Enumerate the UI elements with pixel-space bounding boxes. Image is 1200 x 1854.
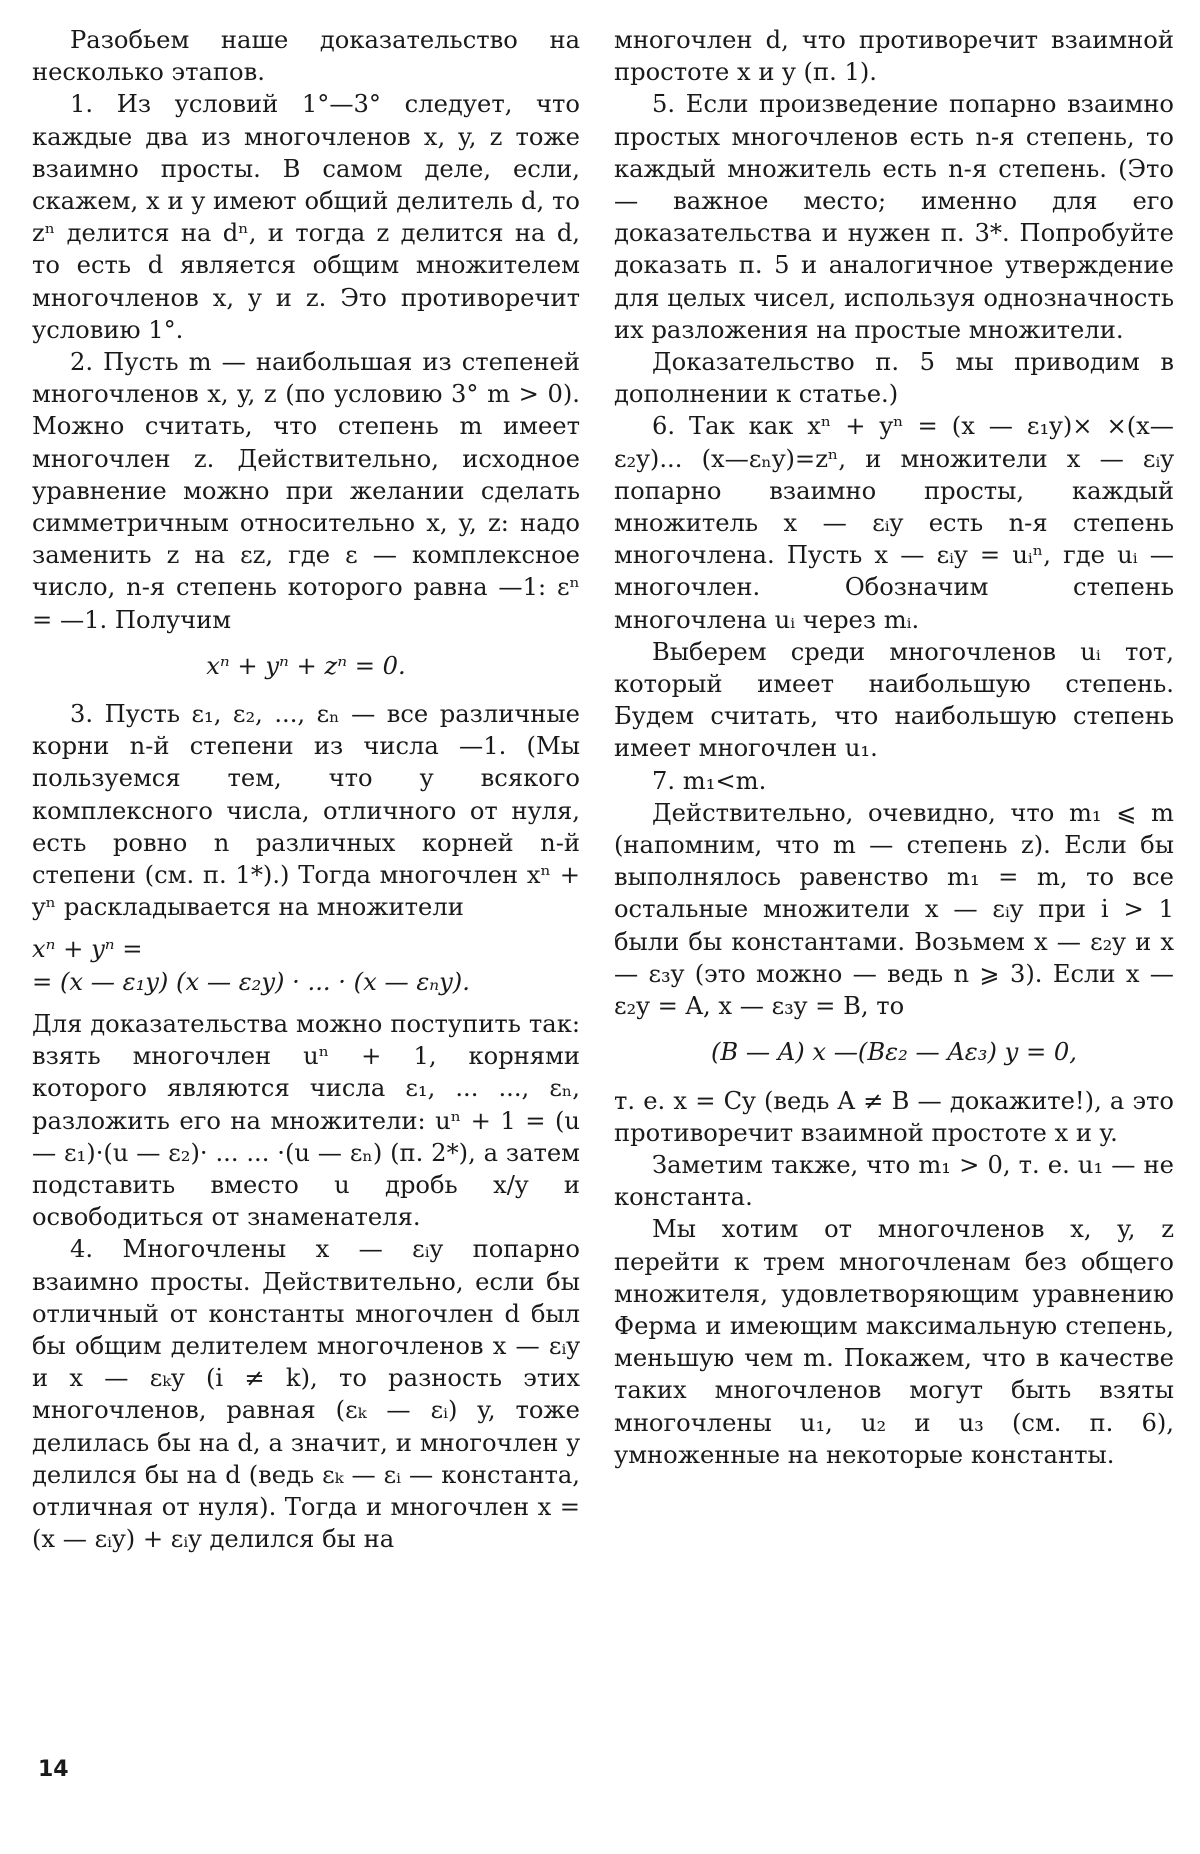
paragraph-appendix-note: Доказательство п. 5 мы приводим в дополнении к статье.) — [614, 348, 1174, 409]
paragraph-step-2: 2. Пусть m — наибольшая из степеней многочленов x, y, z (по условию 3° m > 0). Можно считать, что степень m имеет многочлен z. Действительно, исходное уравнение можно при желании сделать симметричным относительно x, y, z: надо заменить z на εz, где ε — комплексное число, n-я степень которого равна —1: εⁿ = —1. Получим — [32, 348, 580, 634]
formula-linear-relation: (B — A) x —(Bε₂ — Aε₃) y = 0, — [711, 1038, 1077, 1067]
page-number: 14 — [38, 1757, 69, 1782]
formula-factorization-line-1: xⁿ + yⁿ = — [32, 935, 143, 964]
paragraph-continuation: многочлен d, что противоречит взаимной простоте x и y (п. 1). — [614, 26, 1174, 87]
paragraph-choose-max: Выберем среди многочленов uᵢ тот, который имеет наибольшую степень. Будем считать, что наибольшую степень имеет многочлен u₁. — [614, 637, 1174, 763]
paragraph-proof-hint: Для доказательства можно поступить так: взять многочлен uⁿ + 1, корнями которого являются числа ε₁, ... ..., εₙ, разложить его на множители: uⁿ + 1 = (u — ε₁)·(u — ε₂)· ... ... ·(u — εₙ) (п. 2*), а затем подставить вместо u дробь x/y и освободиться от знаменателя. — [32, 1009, 580, 1232]
paragraph-step-4: 4. Многочлены x — εᵢy попарно взаимно просты. Действительно, если бы отличный от константы многочлен d был бы общим делителем многочленов x — εᵢy и x — εₖy (i ≠ k), то разность этих многочленов, равная (εₖ — εᵢ) y, тоже делилась бы на d, а значит, и многочлен y делился бы на d (ведь εₖ — εᵢ — константа, отличная от нуля). Тогда и многочлен x = (x — εᵢy) + εᵢy делился бы на — [32, 1235, 580, 1554]
formula-fermat-symmetric: xⁿ + yⁿ + zⁿ = 0. — [206, 651, 406, 680]
paragraph-step-7-proof: Действительно, очевидно, что m₁ ⩽ m (напомним, что m — степень z). Если бы выполнялось равенство m₁ = m, то все остальные множители x — εᵢy при i > 1 были бы константами. Возьмем x — ε₂y и x — ε₃y (это можно — ведь n ⩾ 3). Если x — ε₂y = A, x — ε₃y = B, то — [614, 798, 1174, 1021]
paragraph-goal: Мы хотим от многочленов x, y, z перейти к трем многочленам без общего множителя, удовлетворяющим уравнению Ферма и имеющим максимальную степень, меньшую чем m. Покажем, что в качестве таких многочленов могут быть взяты многочлены u₁, u₂ и u₃ (см. п. 6), умноженные на некоторые константы. — [614, 1215, 1174, 1469]
paragraph-step-3: 3. Пусть ε₁, ε₂, ..., εₙ — все различные корни n-й степени из числа —1. (Мы пользуемся тем, что у всякого комплексного числа, отличного от нуля, есть ровно n различных корней n-й степени (см. п. 1*).) Тогда многочлен xⁿ + yⁿ раскладывается на множители — [32, 700, 580, 922]
paragraph-remark: Заметим также, что m₁ > 0, т. е. u₁ — не константа. — [614, 1150, 1174, 1212]
right-column — [614, 24, 1174, 1471]
formula-factorization — [32, 933, 580, 997]
formula-factorization-line-2: = (x — ε₁y) (x — ε₂y) · ... · (x — εₙy). — [32, 967, 470, 996]
left-column — [32, 24, 580, 1555]
paragraph-step-7-title: 7. m₁<m. — [652, 766, 767, 795]
paragraph-contradiction: т. е. x = Cy (ведь A ≠ B — докажите!), а это противоречит взаимной простоте x и y. — [614, 1086, 1174, 1147]
paragraph-step-5: 5. Если произведение попарно взаимно простых многочленов есть n-я степень, то каждый множитель есть n-я степень. (Это — важное место; именно для его доказательства и нужен п. 3*. Попробуйте доказать п. 5 и аналогичное утверждение для целых чисел, используя однозначность их разложения на простые множители. — [614, 90, 1174, 344]
paragraph-intro: Разобьем наше доказательство на несколько этапов. — [32, 26, 580, 87]
paragraph-step-6: 6. Так как xⁿ + yⁿ = (x — ε₁y)× ×(x—ε₂y)... (x—εₙy)=zⁿ, и множители x — εᵢy попарно взаимно просты, каждый множитель x — εᵢy есть n-я степень многочлена. Пусть x — εᵢy = uᵢⁿ, где uᵢ — многочлен. Обозначим степень многочлена uᵢ через mᵢ. — [614, 412, 1174, 634]
paragraph-step-1: 1. Из условий 1°—3° следует, что каждые два из многочленов x, y, z тоже взаимно просты. В самом деле, если, скажем, x и y имеют общий делитель d, то zⁿ делится на dⁿ, и тогда z делится на d, то есть d является общим множителем многочленов x, y и z. Это противоречит условию 1°. — [32, 90, 580, 344]
